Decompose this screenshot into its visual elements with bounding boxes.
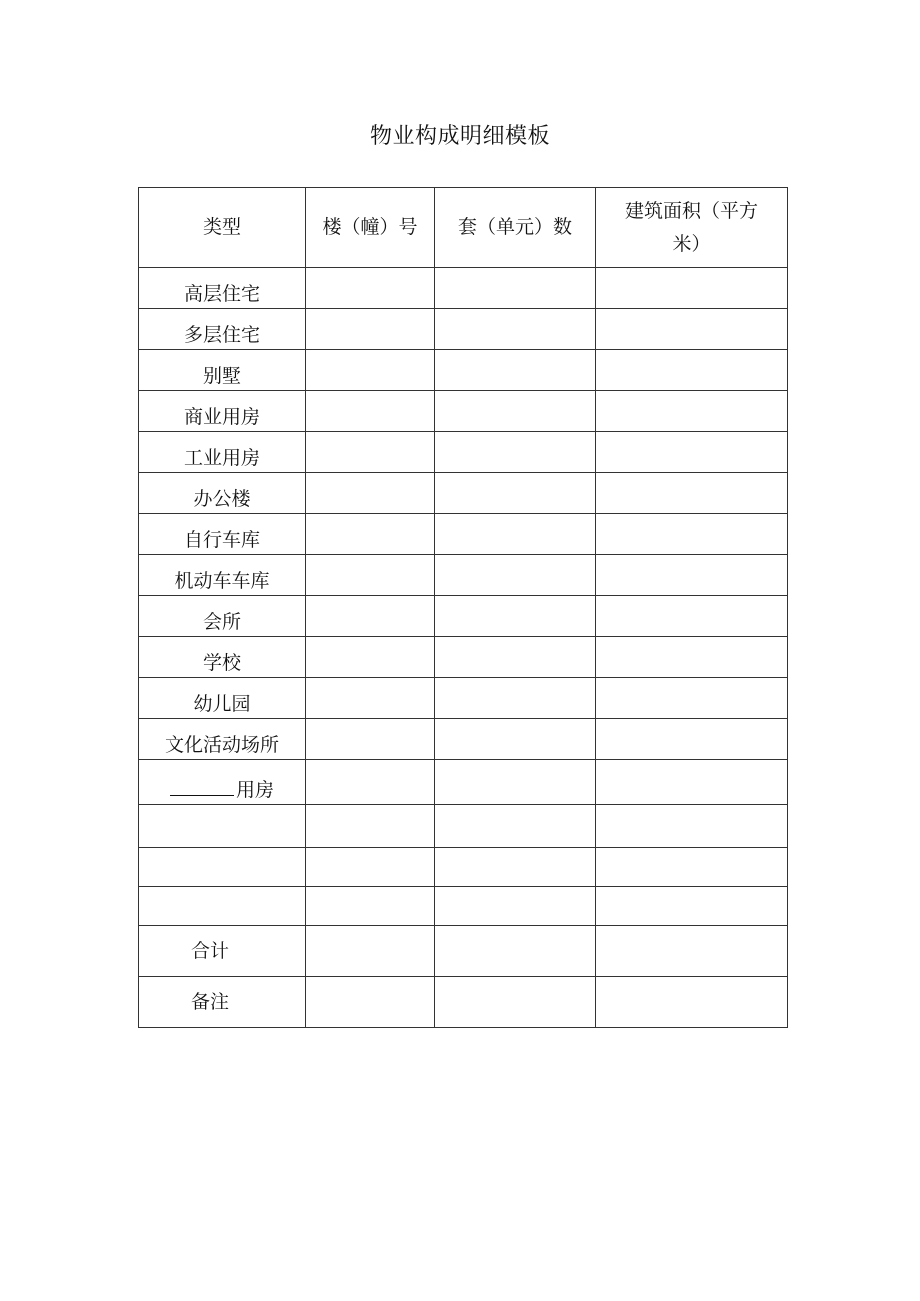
unit-count-cell[interactable] [435,432,596,473]
unit-count-cell[interactable] [435,514,596,555]
remarks-cell[interactable] [596,977,788,1028]
table-row [139,555,788,596]
header-floor-area: 建筑面积（平方米） [596,188,788,268]
header-building-number: 楼（幢）号 [306,188,435,268]
unit-count-cell[interactable] [435,887,596,926]
building-number-cell[interactable] [306,350,435,391]
building-number-cell[interactable] [306,678,435,719]
building-number-cell[interactable] [306,596,435,637]
table-row [139,473,788,514]
unit-count-cell[interactable] [435,350,596,391]
table-row [139,309,788,350]
floor-area-cell[interactable] [596,678,788,719]
floor-area-cell[interactable] [596,848,788,887]
unit-count-cell[interactable] [435,637,596,678]
table-row [139,678,788,719]
unit-count-cell[interactable] [435,596,596,637]
building-number-cell[interactable] [306,637,435,678]
table-row [139,637,788,678]
floor-area-cell[interactable] [596,514,788,555]
row-type-label-empty[interactable] [139,887,306,926]
building-number-cell[interactable] [306,473,435,514]
floor-area-cell[interactable] [596,473,788,514]
floor-area-cell[interactable] [596,719,788,760]
total-unit-count-cell[interactable] [435,926,596,977]
total-floor-area-cell[interactable] [596,926,788,977]
building-number-cell[interactable] [306,432,435,473]
floor-area-cell[interactable] [596,350,788,391]
floor-area-cell[interactable] [596,805,788,848]
row-type-label: 商业用房 [139,391,306,432]
table-header-row [139,188,788,268]
row-type-label: 办公楼 [139,473,306,514]
row-type-label: 会所 [139,596,306,637]
floor-area-cell[interactable] [596,887,788,926]
remarks-label: 备注 [139,977,306,1028]
table-row-empty [139,887,788,926]
header-type: 类型 [139,188,306,268]
table-row [139,596,788,637]
building-number-cell[interactable] [306,268,435,309]
floor-area-cell[interactable] [596,555,788,596]
building-number-cell[interactable] [306,309,435,350]
building-number-cell[interactable] [306,805,435,848]
row-type-label-empty[interactable] [139,805,306,848]
floor-area-cell[interactable] [596,268,788,309]
row-type-label: 别墅 [139,350,306,391]
table-row [139,514,788,555]
table-row-remarks [139,977,788,1028]
property-detail-table [138,187,788,1028]
table-row [139,350,788,391]
header-unit-count: 套（单元）数 [435,188,596,268]
floor-area-cell[interactable] [596,596,788,637]
building-number-cell[interactable] [306,514,435,555]
row-type-label: 学校 [139,637,306,678]
floor-area-cell[interactable] [596,637,788,678]
table-row [139,432,788,473]
building-number-cell[interactable] [306,848,435,887]
table-row-total [139,926,788,977]
floor-area-cell[interactable] [596,760,788,805]
table-row-empty [139,805,788,848]
page-title: 物业构成明细模板 [369,124,550,149]
building-number-cell[interactable] [306,555,435,596]
unit-count-cell[interactable] [435,555,596,596]
building-number-cell[interactable] [306,719,435,760]
row-type-label: 高层住宅 [139,268,306,309]
remarks-cell[interactable] [306,977,435,1028]
blank-fill-line[interactable] [170,777,234,796]
row-type-label: 工业用房 [139,432,306,473]
unit-count-cell[interactable] [435,678,596,719]
building-number-cell[interactable] [306,887,435,926]
building-number-cell[interactable] [306,760,435,805]
row-type-label: 文化活动场所 [139,719,306,760]
unit-count-cell[interactable] [435,473,596,514]
building-number-cell[interactable] [306,391,435,432]
table-row [139,391,788,432]
total-building-number-cell[interactable] [306,926,435,977]
unit-count-cell[interactable] [435,805,596,848]
row-type-label-custom [139,760,306,805]
row-type-label-empty[interactable] [139,848,306,887]
floor-area-cell[interactable] [596,432,788,473]
row-type-label: 幼儿园 [139,678,306,719]
table-row-custom-type [139,760,788,805]
unit-count-cell[interactable] [435,760,596,805]
unit-count-cell[interactable] [435,848,596,887]
table-row [139,268,788,309]
remarks-cell[interactable] [435,977,596,1028]
row-type-suffix: 用房 [235,779,274,801]
unit-count-cell[interactable] [435,391,596,432]
row-type-label: 机动车车库 [139,555,306,596]
unit-count-cell[interactable] [435,719,596,760]
total-label: 合计 [139,926,306,977]
table-row-empty [139,848,788,887]
unit-count-cell[interactable] [435,268,596,309]
floor-area-cell[interactable] [596,309,788,350]
table-row [139,719,788,760]
unit-count-cell[interactable] [435,309,596,350]
row-type-label: 多层住宅 [139,309,306,350]
row-type-label: 自行车库 [139,514,306,555]
floor-area-cell[interactable] [596,391,788,432]
